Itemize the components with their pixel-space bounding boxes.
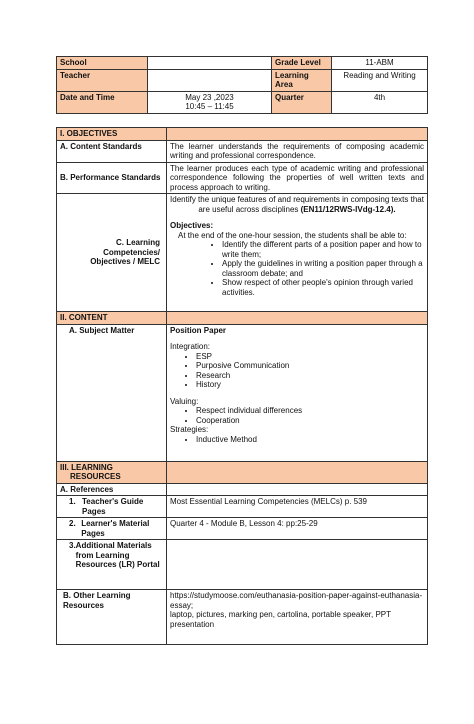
objectives-intro: At the end of the one-hour session, the students shall be able to: bbox=[178, 230, 407, 240]
time-value: 10:45 – 11:45 bbox=[185, 102, 234, 111]
lesson-plan-table bbox=[56, 127, 428, 645]
item-label: Additional Materials from Learning Resources (LR) Portal bbox=[75, 541, 160, 569]
list-item: • Respect individual differences bbox=[196, 406, 424, 416]
additional-materials-label bbox=[57, 540, 167, 590]
objectives-list bbox=[170, 240, 424, 297]
competency-statement bbox=[170, 195, 424, 214]
other-resources-link: https://studymoose.com/euthanasia-position-paper-against-euthanasia-essay; bbox=[170, 591, 423, 610]
item-label: Learner's Material Pages bbox=[81, 519, 150, 538]
references-blank bbox=[167, 483, 428, 496]
competencies-label bbox=[57, 194, 167, 312]
integration-list bbox=[170, 352, 424, 390]
objectives-heading: I. OBJECTIVES bbox=[57, 128, 167, 141]
content-heading-blank bbox=[167, 312, 428, 325]
teacher-value bbox=[148, 69, 272, 91]
grade-level-label: Grade Level bbox=[272, 57, 332, 70]
other-resources-label: B. Other Learning Resources bbox=[57, 590, 167, 645]
item-label: Teacher's Guide Pages bbox=[82, 497, 144, 516]
competencies-label-line1: C. Learning Competencies/ bbox=[103, 238, 160, 257]
resources-heading-blank bbox=[167, 461, 428, 483]
performance-standards-text: The learner produces each type of academic writing and professional correspondence following the properties of well written texts and process approach to writing. bbox=[167, 162, 428, 194]
date-time-label: Date and Time bbox=[57, 91, 148, 113]
resources-heading-line1: III. LEARNING bbox=[60, 462, 113, 472]
grade-level-value: 11-ABM bbox=[332, 57, 428, 70]
other-resources-materials: laptop, pictures, marking pen, cartolina, portable speaker, PPT presentation bbox=[170, 610, 391, 629]
list-item: • ESP bbox=[196, 352, 424, 362]
list-item: • Research bbox=[196, 371, 424, 381]
subject-title: Position Paper bbox=[170, 325, 227, 335]
competencies-label-line2: Objectives / MELC bbox=[90, 257, 160, 267]
references-label: A. References bbox=[57, 483, 167, 496]
integration-label: Integration: bbox=[170, 342, 211, 351]
learning-area-label: Learning Area bbox=[272, 69, 332, 91]
competency-code: (EN11/12RWS-IVdg-12.4). bbox=[300, 204, 396, 214]
list-item: • Cooperation bbox=[196, 416, 424, 426]
list-item: • History bbox=[196, 380, 424, 390]
item-number: 2. bbox=[69, 519, 76, 528]
valuing-list bbox=[170, 406, 424, 425]
other-resources-value bbox=[167, 590, 428, 645]
list-item: • Apply the guidelines in writing a position paper through a classroom debate; and bbox=[222, 259, 424, 278]
list-item: • Identify the different parts of a position paper and how to write them; bbox=[222, 240, 424, 259]
subject-matter-label: A. Subject Matter bbox=[57, 324, 167, 461]
valuing-label: Valuing: bbox=[170, 396, 199, 406]
competency-text: Identify the unique features of and requirements in composing texts that are useful across disciplines bbox=[170, 195, 424, 214]
list-item: • Show respect of other people's opinion through varied activities. bbox=[222, 278, 424, 297]
competencies-cell bbox=[167, 194, 428, 312]
teachers-guide-value: Most Essential Learning Competencies (MELCs) p. 539 bbox=[167, 496, 428, 518]
school-value bbox=[148, 57, 272, 70]
learning-area-value: Reading and Writing bbox=[332, 69, 428, 91]
item-number: 1. bbox=[69, 497, 76, 506]
teacher-label: Teacher bbox=[57, 69, 148, 91]
content-standards-label: A. Content Standards bbox=[57, 140, 167, 162]
performance-standards-label: B. Performance Standards bbox=[57, 162, 167, 194]
content-heading: II. CONTENT bbox=[57, 312, 167, 325]
learners-material-label bbox=[57, 518, 167, 540]
date-time-value bbox=[148, 91, 272, 113]
school-label: School bbox=[57, 57, 148, 70]
strategies-list bbox=[170, 435, 424, 445]
resources-heading-line2: RESOURCES bbox=[70, 472, 121, 481]
content-standards-text: The learner understands the requirements of composing academic writing and professional correspondence. bbox=[167, 140, 428, 162]
objectives-heading-blank bbox=[167, 128, 428, 141]
list-item: • Purposive Communication bbox=[196, 361, 424, 371]
subject-matter-cell bbox=[167, 324, 428, 461]
quarter-value: 4th bbox=[332, 91, 428, 113]
teachers-guide-label bbox=[57, 496, 167, 518]
objectives-subheading: Objectives: bbox=[170, 221, 214, 230]
resources-heading bbox=[57, 461, 167, 483]
header-table bbox=[56, 56, 428, 114]
learners-material-value: Quarter 4 - Module B, Lesson 4: pp:25-29 bbox=[167, 518, 428, 540]
additional-materials-value bbox=[167, 540, 428, 590]
item-number: 3. bbox=[69, 541, 76, 550]
list-item: • Inductive Method bbox=[196, 435, 424, 445]
strategies-label: Strategies: bbox=[170, 425, 209, 434]
date-value: May 23 ,2023 bbox=[185, 92, 234, 102]
quarter-label: Quarter bbox=[272, 91, 332, 113]
